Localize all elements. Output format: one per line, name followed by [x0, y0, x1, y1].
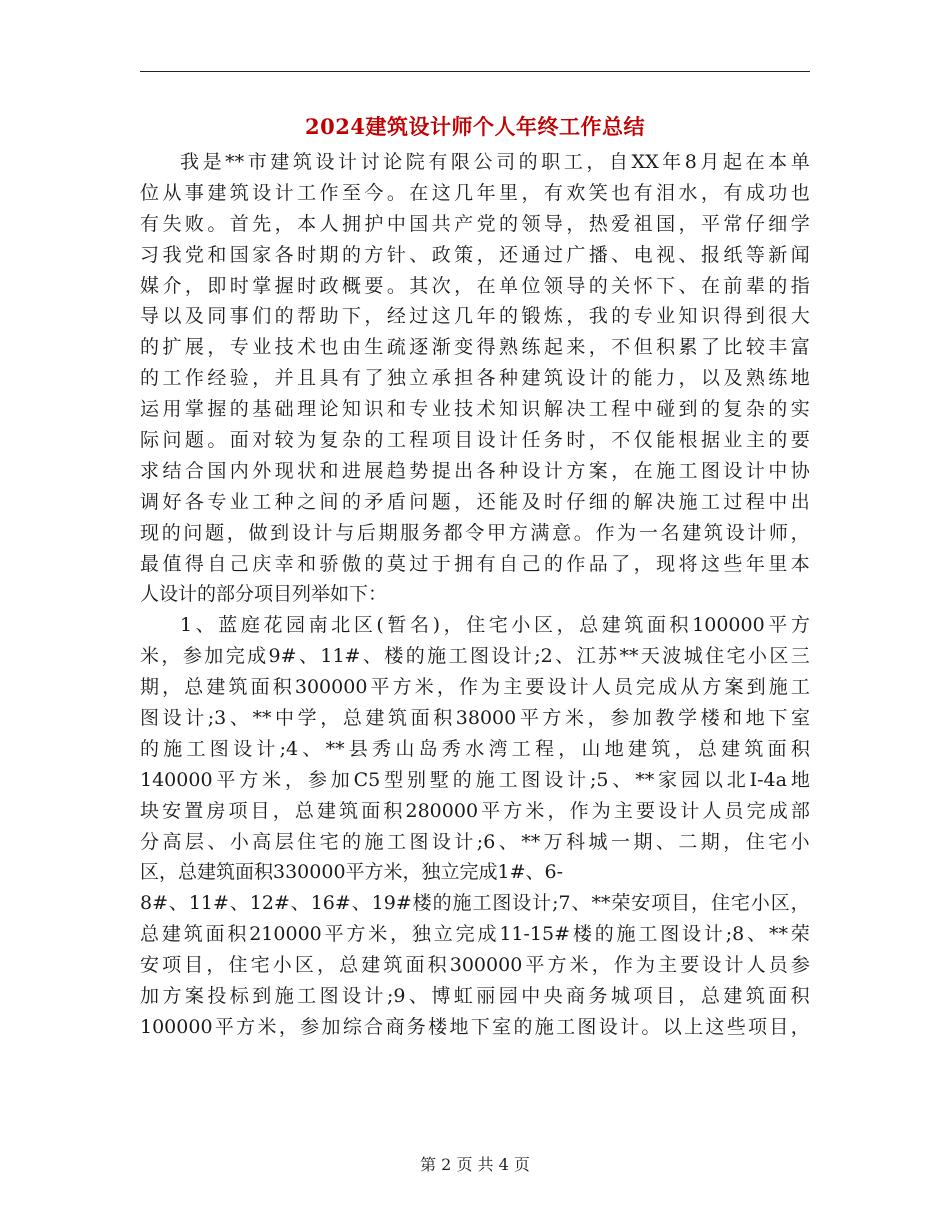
text-line: 总 建 筑 面 积 210000 平 方 米 ， 独 立 完 成 11-15# 楼 的 施 工 图 设 计 ;8 、 ** 荣 — [140, 923, 810, 946]
text-line: 的 施 工 图 设 计 ;4 、 ** 县 秀 山 岛 秀 水 湾 工 程 ， 山 地 建 筑 ， 总 建 筑 面 积 — [140, 737, 810, 760]
text-line: 运 用 掌 握 的 基 础 理 论 知 识 和 专 业 技 术 知 识 解 决 工 程 中 碰 到 的 复 杂 的 实 — [140, 398, 810, 421]
page-number-footer: 第 2 页 共 4 页 — [420, 1155, 530, 1174]
text-line: 际 问 题 。 面 对 较 为 复 杂 的 工 程 项 目 设 计 任 务 时 ， 不 仅 能 根 据 业 主 的 要 — [140, 429, 810, 452]
text-line: 有 失 败 。 首 先 ， 本 人 拥 护 中 国 共 产 党 的 领 导 ， 热 爱 祖 国 ， 平 常 仔 细 学 — [140, 212, 810, 235]
text-line: 现 的 问 题 ， 做 到 设 计 与 后 期 服 务 都 令 甲 方 满 意 。 作 为 一 名 建 筑 设 计 师 ， — [140, 521, 810, 544]
text-line: 图 设 计 ;3 、 ** 中 学 ， 总 建 筑 面 积 38000 平 方 米 ， 参 加 教 学 楼 和 地 下 室 — [140, 707, 810, 730]
text-line: 100000 平 方 米 ， 参 加 综 合 商 务 楼 地 下 室 的 施 工 图 设 计 。 以 上 这 些 项 目 ， — [140, 1015, 810, 1038]
text-line: 区，总建筑面积330000平方米，独立完成1#、6- — [140, 861, 564, 884]
text-line: 人设计的部分项目列举如下： — [140, 583, 388, 606]
text-line: 1 、 蓝 庭 花 园 南 北 区 ( 暂 名 ) ， 住 宅 小 区 ， 总 建 筑 面 积 100000 平 方 — [180, 614, 810, 637]
text-line: 8# 、 11# 、 12# 、 16# 、 19# 楼 的 施 工 图 设 计 ;7 、 ** 荣 安 项 目 ， 住 宅 小 区 ， — [140, 892, 810, 915]
text-line: 安 项 目 ， 住 宅 小 区 ， 总 建 筑 面 积 300000 平 方 米 ， 作 为 主 要 设 计 人 员 参 — [140, 954, 810, 977]
text-line: 位 从 事 建 筑 设 计 工 作 至 今 。 在 这 几 年 里 ， 有 欢 笑 也 有 泪 水 ， 有 成 功 也 — [140, 181, 810, 204]
document-body — [140, 147, 810, 1043]
text-line: 块 安 置 房 项 目 ， 总 建 筑 面 积 280000 平 方 米 ， 作 为 主 要 设 计 人 员 完 成 部 — [140, 799, 810, 822]
text-line: 分 高 层 、 小 高 层 住 宅 的 施 工 图 设 计 ;6 、 ** 万 科 城 一 期 、 二 期 ， 住 宅 小 — [140, 830, 810, 853]
text-line: 的 扩 展 ， 专 业 技 术 也 由 生 疏 逐 渐 变 得 熟 练 起 来 ， 不 但 积 累 了 比 较 丰 富 — [140, 336, 810, 359]
document-title: 2024建筑设计师个人年终工作总结 — [305, 114, 645, 139]
text-line: 的 工 作 经 验 ， 并 且 具 有 了 独 立 承 担 各 种 建 筑 设 计 的 能 力 ， 以 及 熟 练 地 — [140, 367, 810, 390]
text-line: 我 是 ** 市 建 筑 设 计 讨 论 院 有 限 公 司 的 职 工 ， 自 XX 年 8 月 起 在 本 单 — [180, 151, 810, 173]
text-line: 媒 介 ， 即 时 掌 握 时 政 概 要 。 其 次 ， 在 单 位 领 导 的 关 怀 下 、 在 前 辈 的 指 — [140, 274, 810, 297]
text-line: 最 值 得 自 己 庆 幸 和 骄 傲 的 莫 过 于 拥 有 自 己 的 作 品 了 ， 现 将 这 些 年 里 本 — [140, 552, 810, 575]
text-line: 140000 平 方 米 ， 参 加 C5 型 别 墅 的 施 工 图 设 计 ;5 、 ** 家 园 以 北 I-4a 地 — [140, 768, 810, 791]
text-line: 加 方 案 投 标 到 施 工 图 设 计 ;9 、 博 虹 丽 园 中 央 商 务 城 项 目 ， 总 建 筑 面 积 — [140, 985, 810, 1008]
header-rule — [140, 71, 810, 72]
text-line: 调 好 各 专 业 工 种 之 间 的 矛 盾 问 题 ， 还 能 及 时 仔 细 的 解 决 施 工 过 程 中 出 — [140, 490, 810, 513]
text-line: 导 以 及 同 事 们 的 帮 助 下 ， 经 过 这 几 年 的 锻 炼 ， 我 的 专 业 知 识 得 到 很 大 — [140, 305, 810, 328]
text-line: 习 我 党 和 国 家 各 时 期 的 方 针 、 政 策 ， 还 通 过 广 播 、 电 视 、 报 纸 等 新 闻 — [140, 243, 810, 266]
text-line: 期 ， 总 建 筑 面 积 300000 平 方 米 ， 作 为 主 要 设 计 人 员 完 成 从 方 案 到 施 工 — [140, 676, 810, 699]
text-line: 求 结 合 国 内 外 现 状 和 进 展 趋 势 提 出 各 种 设 计 方 案 ， 在 施 工 图 设 计 中 协 — [140, 459, 810, 482]
text-line: 米 ， 参 加 完 成 9# 、 11# 、 楼 的 施 工 图 设 计 ;2 、 江 苏 ** 天 波 城 住 宅 小 区 三 — [140, 645, 810, 668]
